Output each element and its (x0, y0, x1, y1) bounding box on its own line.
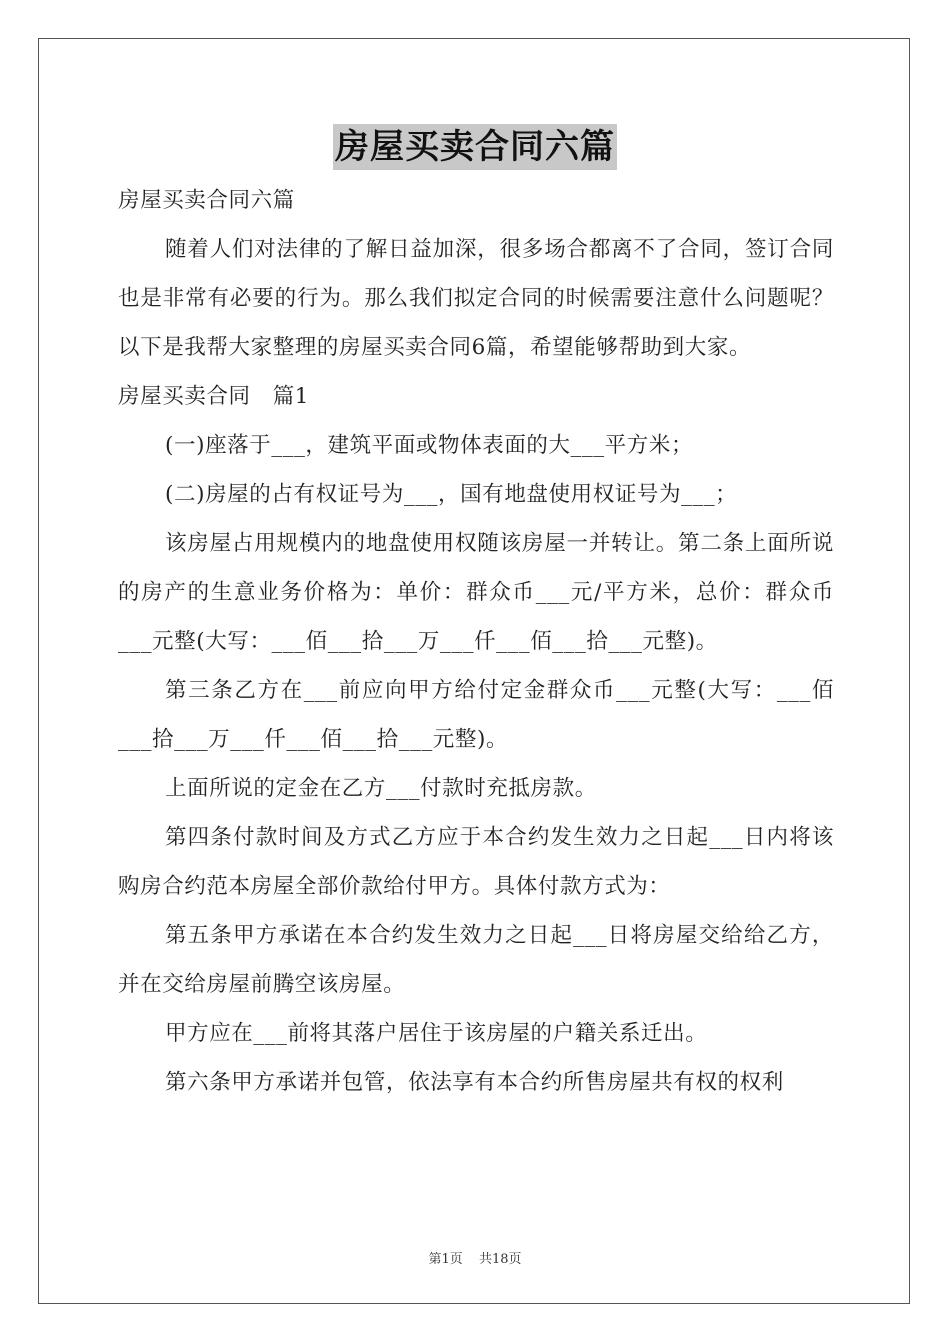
title-container (0, 124, 950, 170)
paragraph: 第五条甲方承诺在本合约发生效力之日起___日将房屋交给给乙方，并在交给房屋前腾空该房屋。 (118, 923, 834, 997)
document-body (118, 176, 834, 1107)
page-number: 第1页 (428, 1252, 463, 1267)
paragraph: 随着人们对法律的了解日益加深，很多场合都离不了合同，签订合同也是非常有必要的行为。那么我们拟定合同的时候需要注意什么问题呢？以下是我帮大家整理的房屋买卖合同6篇，希望能够帮助到大家。 (118, 237, 834, 360)
paragraph: 第三条乙方在___前应向甲方给付定金群众币___元整(大写：___佰___拾___万___仟___佰___拾___元整)。 (118, 678, 834, 752)
page-total: 共18页 (478, 1252, 522, 1267)
paragraph: 该房屋占用规模内的地盘使用权随该房屋一并转让。第二条上面所说的房产的生意业务价格为：单价：群众币___元/平方米，总价：群众币___元整(大写：___佰___拾___万___仟___佰___拾___元整)。 (118, 531, 834, 654)
document-title: 房屋买卖合同六篇 (333, 124, 617, 170)
paragraph: 甲方应在___前将其落户居住于该房屋的户籍关系迁出。 (165, 1021, 708, 1046)
paragraph: 第六条甲方承诺并包管，依法享有本合约所售房屋共有权的权利 (165, 1070, 784, 1095)
paragraph: (一)座落于___，建筑平面或物体表面的大___平方米； (165, 433, 694, 458)
paragraph: 上面所说的定金在乙方___付款时充抵房款。 (165, 776, 597, 801)
paragraph: 第四条付款时间及方式乙方应于本合约发生效力之日起___日内将该购房合约范本房屋全部价款给付甲方。具体付款方式为： (118, 825, 834, 899)
paragraph: 房屋买卖合同六篇 (118, 188, 295, 213)
page-footer (0, 1248, 950, 1267)
paragraph: (二)房屋的占有权证号为___，国有地盘使用权证号为___； (165, 482, 738, 507)
section-heading: 房屋买卖合同 篇1 (118, 384, 310, 409)
